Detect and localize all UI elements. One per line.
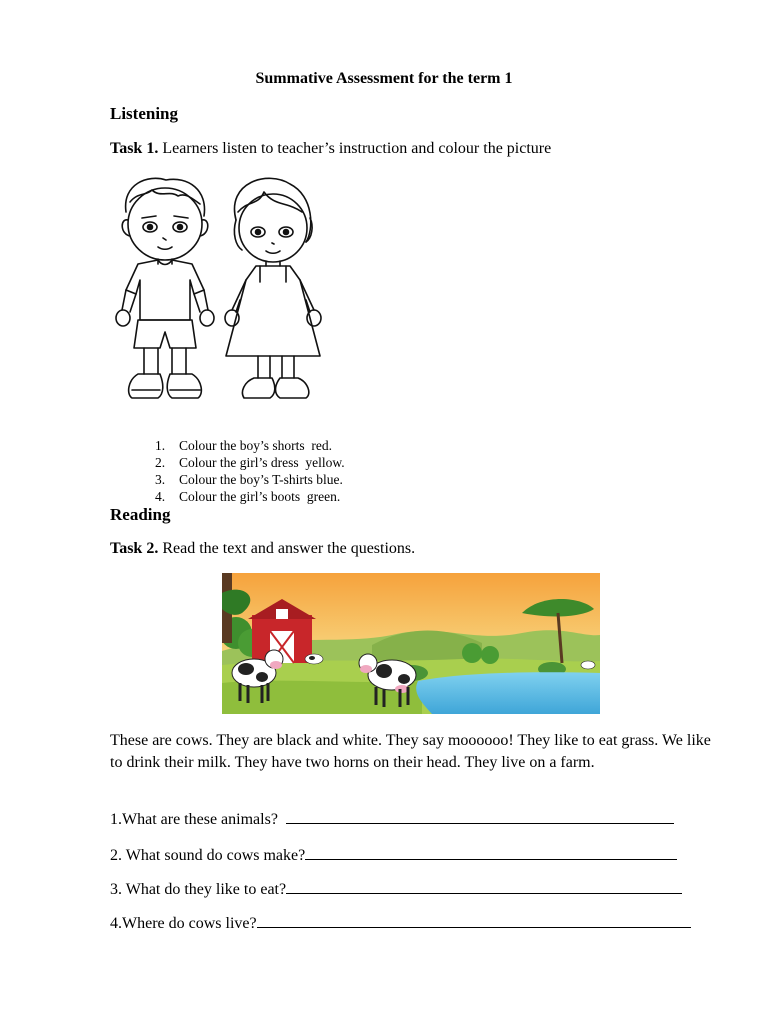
task-2-text: Read the text and answer the questions. xyxy=(158,540,416,557)
question-4 xyxy=(110,912,691,933)
farm-cows-illustration xyxy=(222,573,600,714)
question-3-text: 3. What do they like to eat? xyxy=(110,881,287,898)
list-item-text: Colour the boy’s T-shirts blue. xyxy=(179,472,343,487)
section-heading-reading: Reading xyxy=(110,505,171,524)
answer-line-1[interactable] xyxy=(286,808,674,824)
task-2-instruction xyxy=(110,540,415,558)
page-title: Summative Assessment for the term 1 xyxy=(255,70,513,87)
list-item xyxy=(155,488,345,505)
list-item-number: 4. xyxy=(155,489,166,504)
list-item xyxy=(155,471,345,488)
task-1-label: Task 1. xyxy=(110,140,159,157)
task-1-instruction xyxy=(110,140,551,158)
list-item xyxy=(155,437,345,454)
list-item-text: Colour the girl’s dress yellow. xyxy=(179,455,345,470)
task-1-text: Learners listen to teacher’s instruction and colour the picture xyxy=(162,140,552,157)
reading-passage: These are cows. They are black and white. They say moooooo! They like to eat grass. We like to drink their milk. They have two horns on their head. They live on a farm. xyxy=(110,732,711,771)
colouring-instructions-list xyxy=(155,437,345,505)
question-2 xyxy=(110,844,677,865)
question-3 xyxy=(110,878,682,899)
list-item-text: Colour the boy’s shorts red. xyxy=(179,438,332,453)
question-1-text: 1.What are these animals? xyxy=(110,811,286,828)
question-1 xyxy=(110,808,674,829)
question-4-text: 4.Where do cows live? xyxy=(110,915,257,932)
question-2-text: 2. What sound do cows make? xyxy=(110,847,306,864)
boy-figure xyxy=(116,178,214,398)
list-item-number: 2. xyxy=(155,455,166,470)
task-2-label: Task 2. xyxy=(110,540,159,557)
list-item-text: Colour the girl’s boots green. xyxy=(179,489,341,504)
girl-figure xyxy=(225,178,321,398)
list-item-number: 1. xyxy=(155,438,166,453)
answer-line-3[interactable] xyxy=(286,878,682,894)
boy-girl-coloring-illustration xyxy=(108,172,333,408)
answer-line-2[interactable] xyxy=(305,844,677,860)
list-item xyxy=(155,454,345,471)
section-heading-listening: Listening xyxy=(110,104,179,123)
answer-line-4[interactable] xyxy=(257,912,691,928)
list-item-number: 3. xyxy=(155,472,166,487)
